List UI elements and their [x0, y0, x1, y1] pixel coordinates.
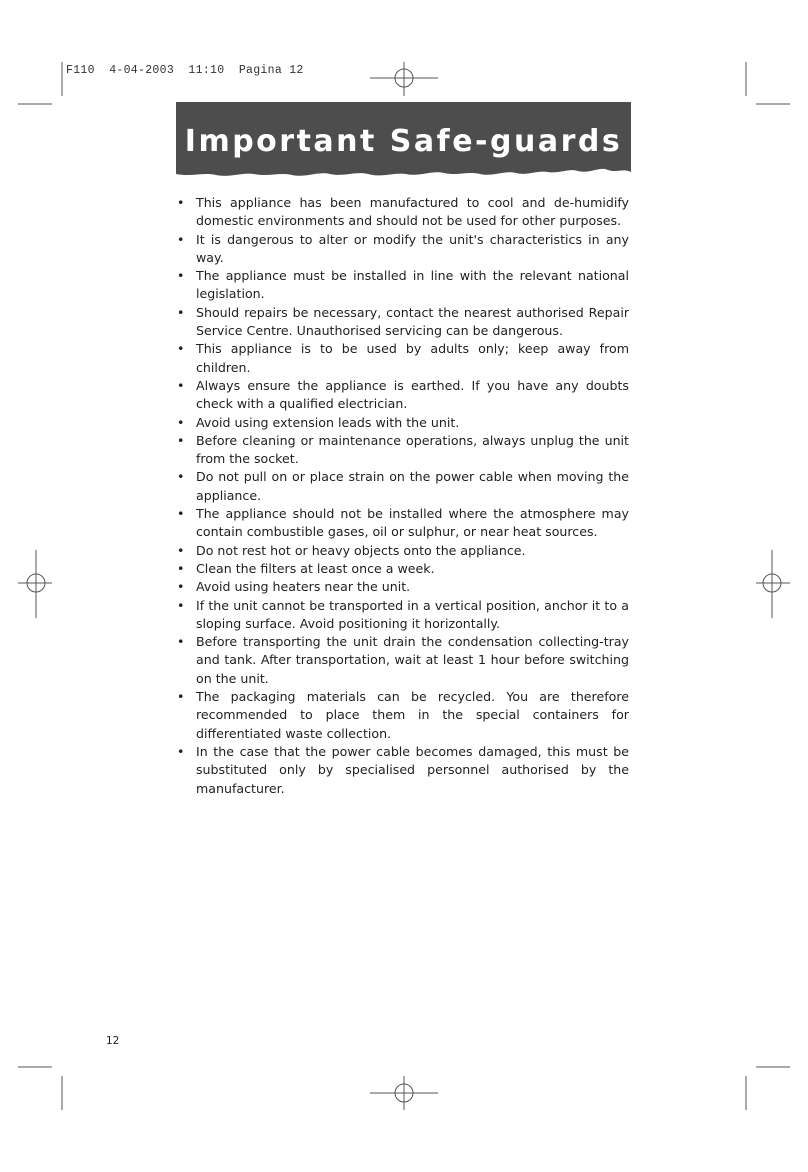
bullet-icon: •: [177, 414, 185, 430]
list-item: • Before cleaning or maintenance operations, always unplug the unit from the socket.: [177, 432, 629, 467]
bullet-icon: •: [177, 560, 185, 576]
page-title: Important Safe-guards: [184, 124, 623, 159]
bullet-icon: •: [177, 469, 185, 485]
list-item: • Clean the filters at least once a week.: [176, 560, 629, 578]
list-item: • Avoid using extension leads with the unit.: [176, 414, 629, 432]
list-item: • Do not pull on or place strain on the power cable when moving the appliance.: [177, 469, 629, 503]
list-item: • The appliance should not be installed where the atmosphere may contain combustible gases, oil or sulphur, or near heat sources.: [177, 506, 629, 540]
list-item: • It is dangerous to alter or modify the unit's characteristics in any way.: [177, 231, 629, 265]
bullet-icon: •: [177, 268, 185, 284]
bullet-icon: •: [177, 579, 185, 595]
list-item: • This appliance is to be used by adults only; keep away from children.: [177, 341, 629, 375]
list-item: • Always ensure the appliance is earthed. If you have any doubts check with a qualified electrician.: [177, 377, 629, 412]
list-item: • The packaging materials can be recycled. You are therefore recommended to place them in the special containers for differentiated waste collection.: [177, 689, 629, 741]
bullet-icon: •: [177, 195, 185, 210]
list-item: • In the case that the power cable becomes damaged, this must be substituted only by specialised personnel authorised by the manufacturer.: [177, 743, 629, 796]
list-item: • Avoid using heaters near the unit.: [176, 578, 629, 596]
print-slug-line: F110 4-04-2003 11:10 Pagina 12: [66, 64, 304, 77]
list-item: • The appliance must be installed in line with the relevant national legislation.: [177, 268, 629, 302]
bullet-icon: •: [177, 506, 185, 522]
bullet-icon: •: [177, 377, 185, 393]
page-number: 12: [106, 1035, 120, 1047]
list-item: • Before transporting the unit drain the condensation collecting-tray and tank. After transportation, wait at least 1 hour before switching on the unit.: [177, 634, 629, 686]
bullet-icon: •: [177, 634, 185, 650]
section-banner: [176, 102, 631, 184]
bullet-icon: •: [177, 231, 185, 247]
list-item: • If the unit cannot be transported in a vertical position, anchor it to a sloping surface. Avoid positioning it horizontally.: [177, 597, 629, 631]
bullet-icon: •: [177, 689, 185, 705]
bullet-icon: •: [177, 432, 185, 448]
bullet-icon: •: [177, 341, 185, 357]
bullet-icon: •: [177, 542, 185, 558]
list-item: • Should repairs be necessary, contact the nearest authorised Repair Service Centre. Unauthorised servicing can be dangerous.: [177, 304, 629, 339]
safeguards-list: [176, 194, 629, 798]
list-item: • Do not rest hot or heavy objects onto the appliance.: [176, 542, 629, 560]
bullet-icon: •: [177, 743, 185, 759]
bullet-icon: •: [177, 597, 185, 613]
list-item: • This appliance has been manufactured to cool and de-humidify domestic environments and should not be used for other purposes.: [177, 195, 629, 229]
bullet-icon: •: [177, 304, 185, 320]
